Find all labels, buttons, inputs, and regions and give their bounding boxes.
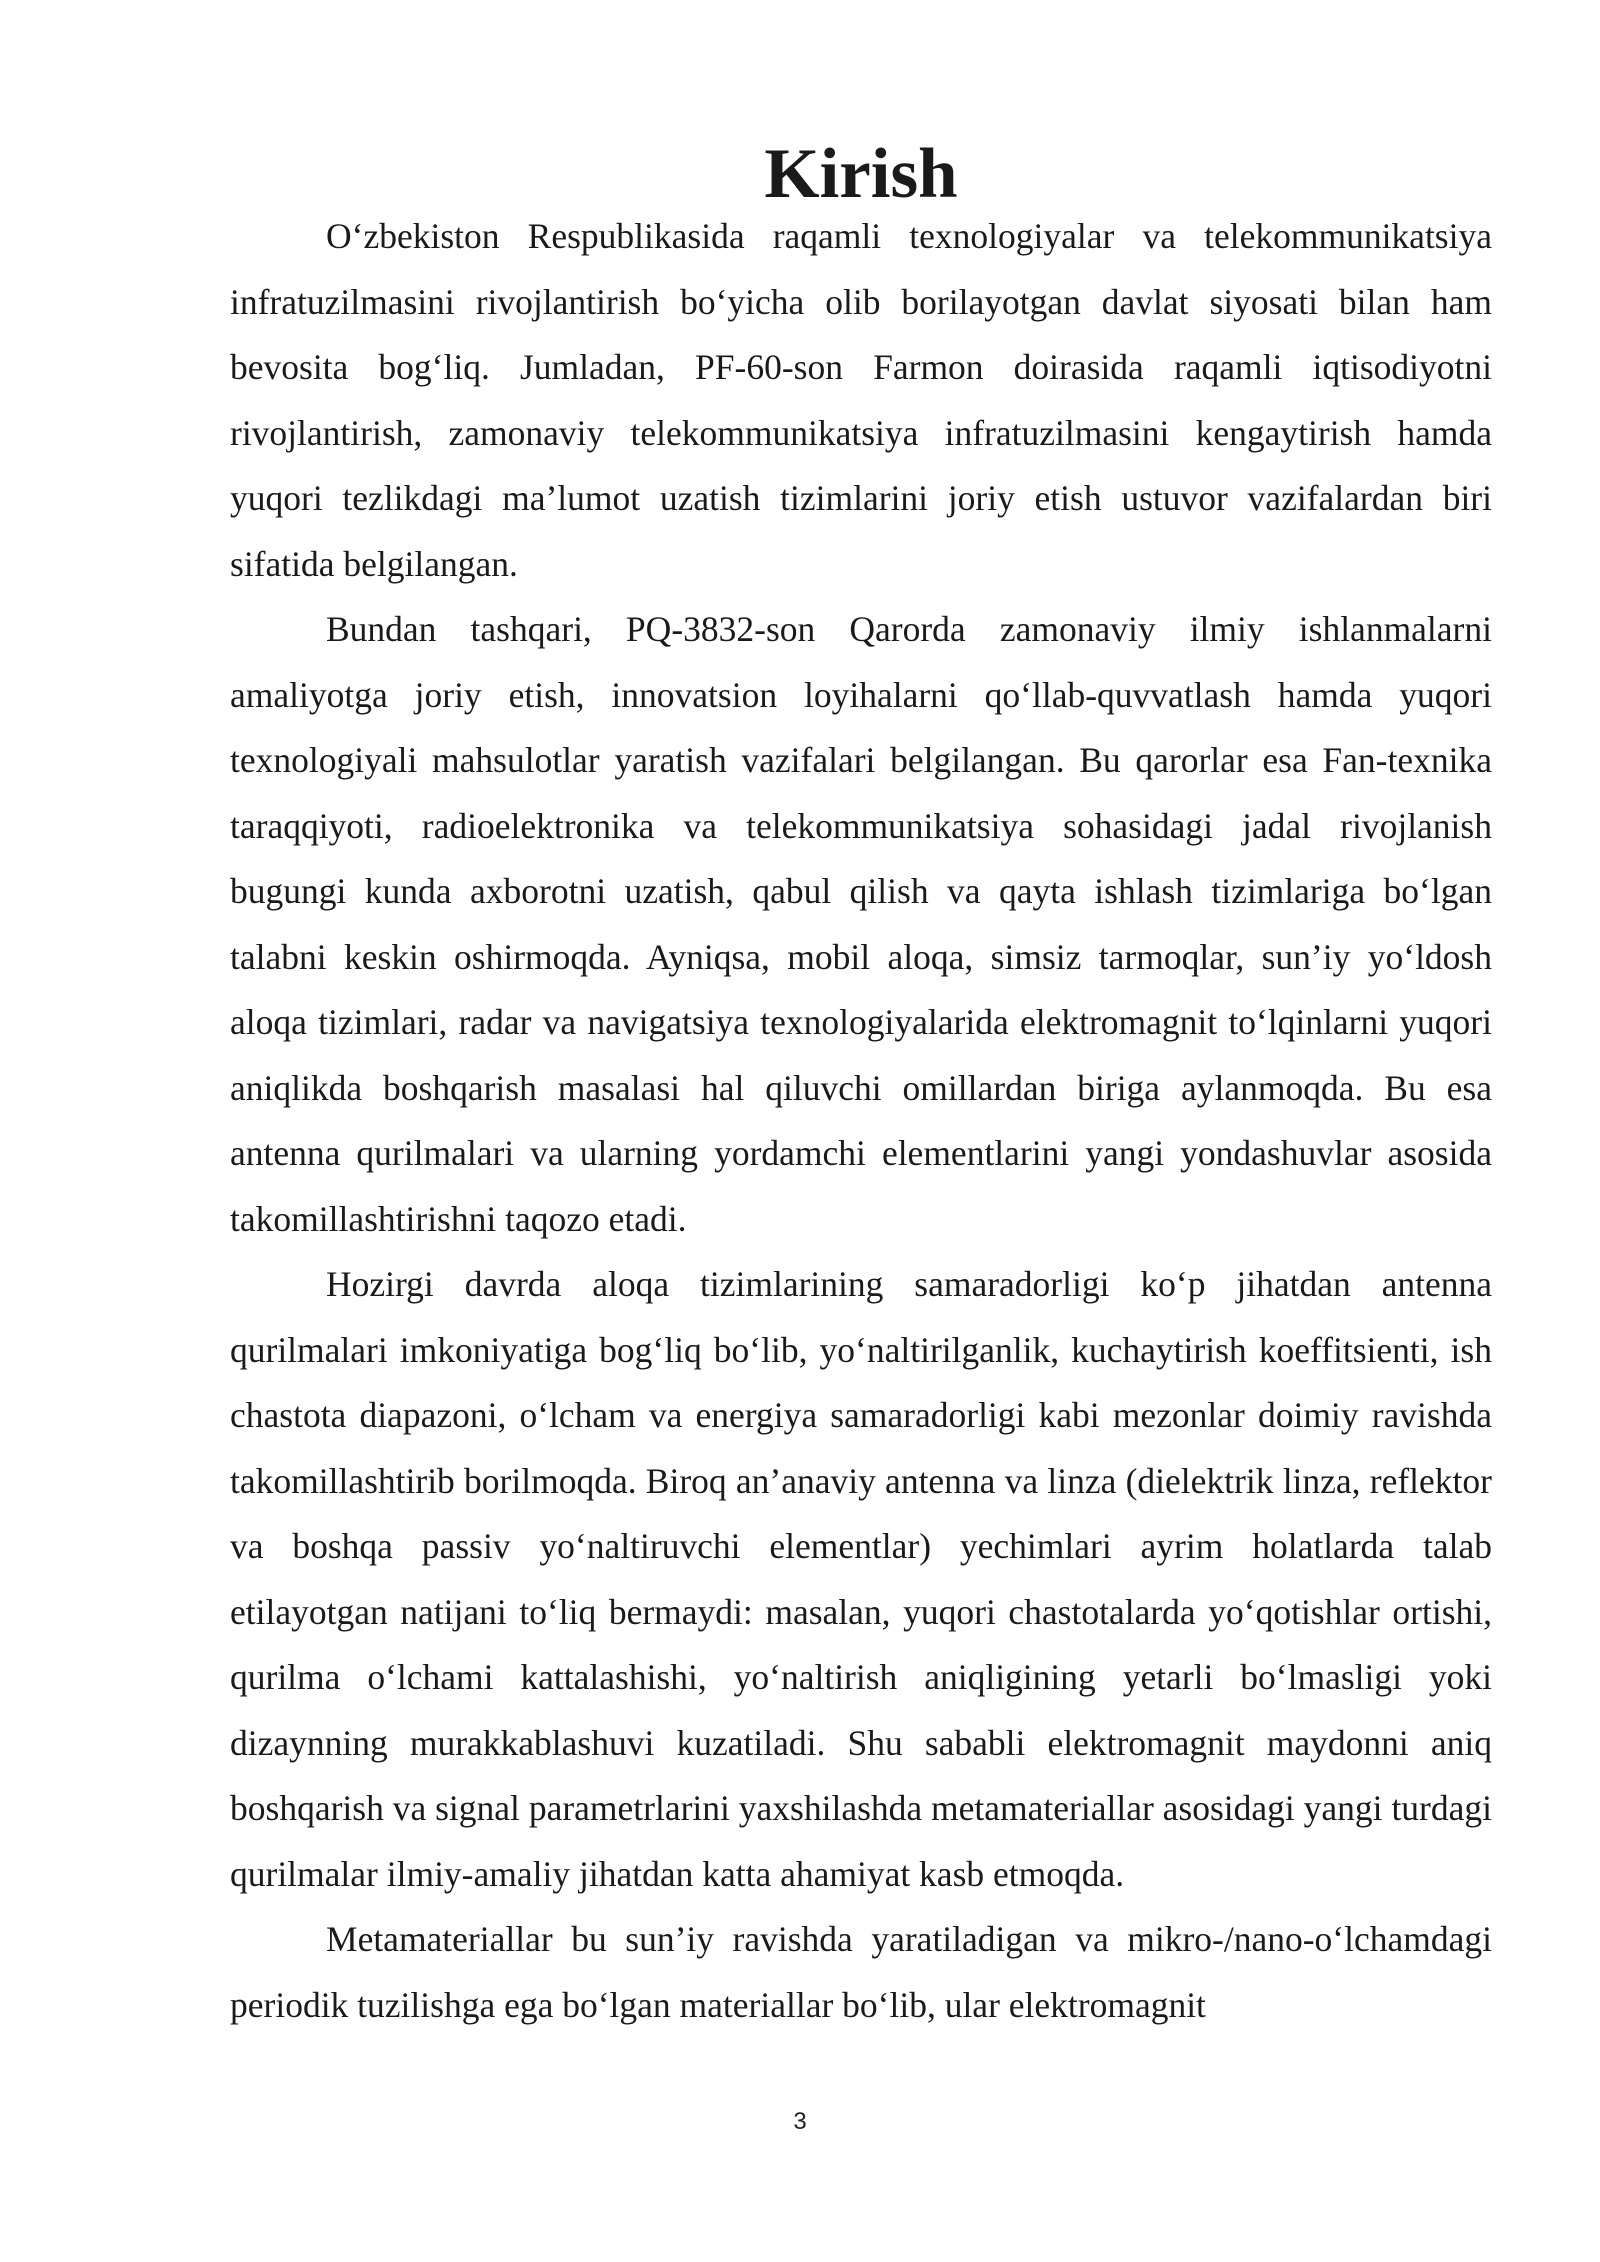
paragraph-1: O‘zbekiston Respublikasida raqamli texnologiyalar va telekommunikatsiya infratuzilmasini rivojlantirish bo‘yicha olib borilayotgan davlat siyosati bilan ham bevosita bog‘liq. Jumladan, PF-60-son Farmon doirasida raqamli iqtisodiyotni rivojlantirish, zamonaviy telekommunikatsiya infratuzilmasini kengaytirish hamda yuqori tezlikdagi ma’lumot uzatish tizimlarini joriy etish ustuvor vazifalardan biri sifatida belgilangan. [230, 216, 1492, 584]
paragraph-2: Bundan tashqari, PQ-3832-son Qarorda zamonaviy ilmiy ishlanmalarni amaliyotga joriy etish, innovatsion loyihalarni qo‘llab-quvvatlash hamda yuqori texnologiyali mahsulotlar yaratish vazifalari belgilangan. Bu qarorlar esa Fan-texnika taraqqiyoti, radioelektronika va telekommunikatsiya sohasidagi jadal rivojlanish bugungi kunda axborotni uzatish, qabul qilish va qayta ishlash tizimlariga bo‘lgan talabni keskin oshirmoqda. Ayniqsa, mobil aloqa, simsiz tarmoqlar, sun’iy yo‘ldosh aloqa tizimlari, radar va navigatsiya texnologiyalarida elektromagnit to‘lqinlarni yuqori aniqlikda boshqarish masalasi hal qiluvchi omillardan biriga aylanmoqda. Bu esa antenna qurilmalari va ularning yordamchi elementlarini yangi yondashuvlar asosida takomillashtirishni taqozo etadi. [230, 609, 1492, 1239]
paragraph-4: Metamateriallar bu sun’iy ravishda yaratiladigan va mikro-/nano-o‘lchamdagi periodik tuzilishga ega bo‘lgan materiallar bo‘lib, ular elektromagnit [230, 1919, 1492, 2025]
page-number: 3 [793, 2108, 807, 2135]
section-heading: Kirish [764, 135, 958, 213]
paragraph-3: Hozirgi davrda aloqa tizimlarining samaradorligi ko‘p jihatdan antenna qurilmalari imkoniyatiga bog‘liq bo‘lib, yo‘naltirilganlik, kuchaytirish koeffitsienti, ish chastota diapazoni, o‘lcham va energiya samaradorligi kabi mezonlar doimiy ravishda takomillashtirib borilmoqda. Biroq an’anaviy antenna va linza (dielektrik linza, reflektor va boshqa passiv yo‘naltiruvchi elementlar) yechimlari ayrim holatlarda talab etilayotgan natijani to‘liq bermaydi: masalan, yuqori chastotalarda yo‘qotishlar ortishi, qurilma o‘lchami kattalashishi, yo‘naltirish aniqligining yetarli bo‘lmasligi yoki dizaynning murakkablashuvi kuzatiladi. Shu sababli elektromagnit maydonni aniq boshqarish va signal parametrlarini yaxshilashda metamateriallar asosidagi yangi turdagi qurilmalar ilmiy-amaliy jihatdan katta ahamiyat kasb etmoqda. [230, 1264, 1492, 1894]
page-content [230, 135, 1492, 2038]
